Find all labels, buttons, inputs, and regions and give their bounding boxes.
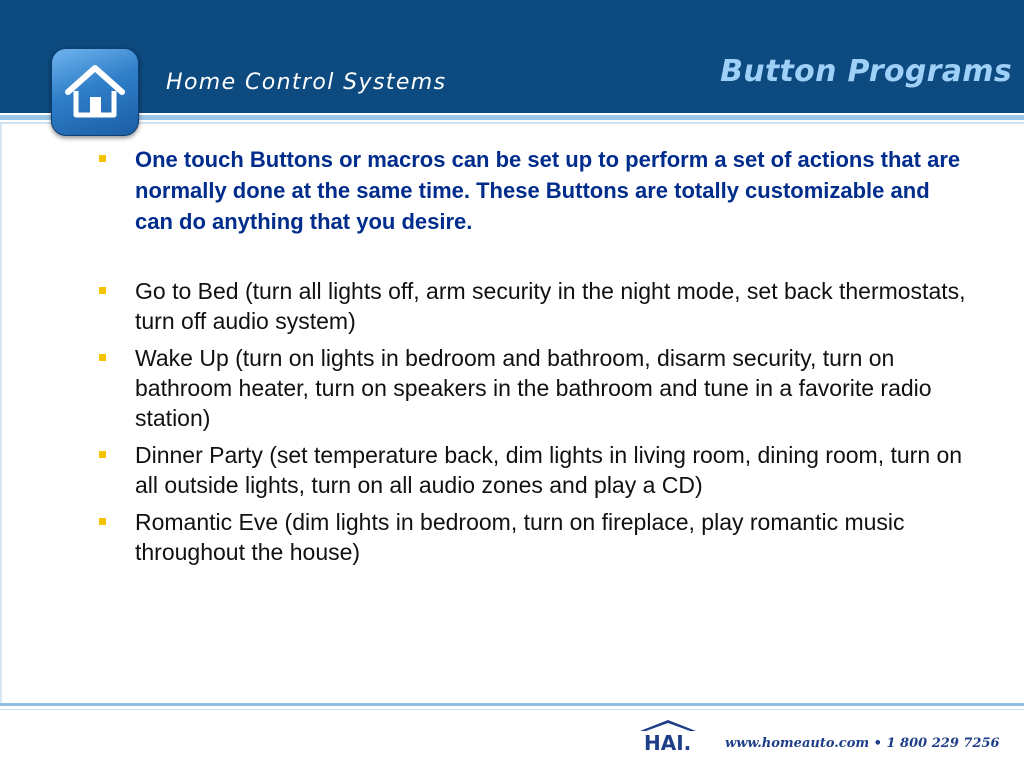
bullet-text: Dinner Party (set temperature back, dim lights in living room, dining room, turn on all outside lights, turn on all audio zones and play a CD) — [135, 442, 963, 498]
bullet-marker — [99, 451, 106, 458]
left-edge-border — [0, 124, 2, 704]
bullet-list — [95, 144, 970, 574]
list-item — [95, 144, 970, 237]
bullet-text: One touch Buttons or macros can be set up to perform a set of actions that are normally done at the same time. These Buttons are totally customizable and can do anything that you desire. — [135, 147, 961, 234]
hai-logo-text: HAI. — [644, 731, 692, 753]
contact-info: www.homeauto.com • 1 800 229 7256 — [725, 736, 1000, 751]
brand-name: Home Control Systems — [166, 70, 447, 95]
bullet-text: Go to Bed (turn all lights off, arm security in the night mode, set back thermostats, turn off audio system) — [135, 278, 966, 334]
footer-divider — [0, 703, 1024, 706]
bullet-text: Wake Up (turn on lights in bedroom and bathroom, disarm security, turn on bathroom heater, turn on speakers in the bathroom and tune in a favorite radio station) — [135, 345, 932, 431]
bullet-text: Romantic Eve (dim lights in bedroom, turn on fireplace, play romantic music throughout the house) — [135, 509, 905, 565]
list-item — [95, 276, 970, 336]
list-item — [95, 507, 970, 567]
bullet-marker — [99, 155, 106, 162]
header-divider — [0, 115, 1024, 120]
bullet-marker — [99, 354, 106, 361]
bullet-marker — [99, 518, 106, 525]
header-divider-thin — [0, 122, 1024, 124]
hai-logo — [638, 717, 708, 753]
page-title: Button Programs — [720, 54, 1012, 89]
house-icon — [51, 48, 139, 136]
footer-divider-thin — [0, 709, 1024, 710]
list-item — [95, 440, 970, 500]
list-item — [95, 343, 970, 433]
bullet-marker — [99, 287, 106, 294]
